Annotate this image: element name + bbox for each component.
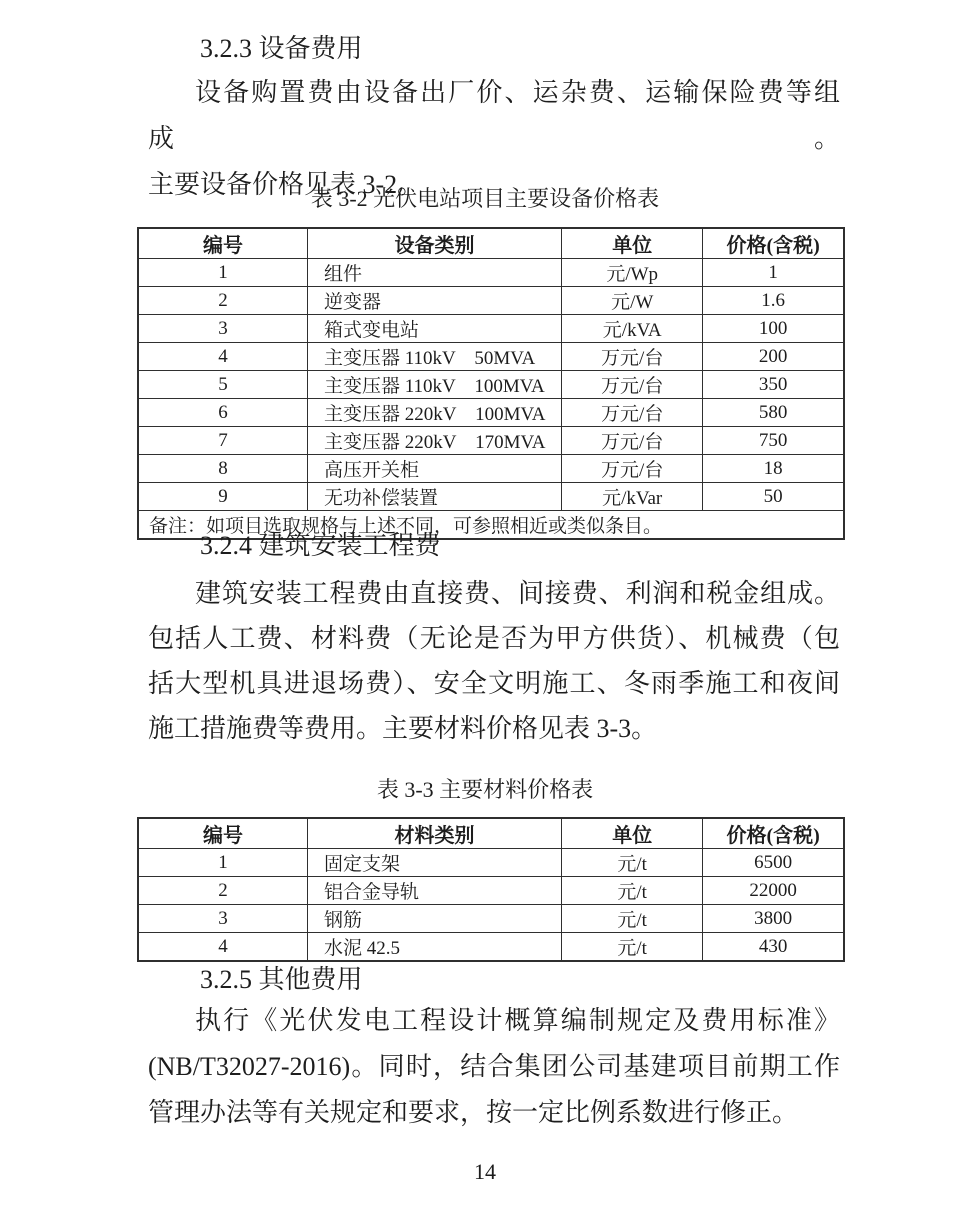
- table-cell: 高压开关柜: [307, 455, 561, 483]
- table-cell: 2: [138, 287, 307, 315]
- table-cell: 主变压器 220kV 170MVA: [307, 427, 561, 455]
- section-heading-3-2-4: 3.2.4 建筑安装工程费: [200, 531, 441, 560]
- paragraph-line: 包括人工费、材料费（无论是否为甲方供货）、机械费（包: [148, 624, 840, 653]
- column-header: 价格(含税): [703, 818, 844, 849]
- table-cell: 430: [703, 933, 844, 962]
- table-cell: 万元/台: [562, 399, 703, 427]
- table-cell: 万元/台: [562, 371, 703, 399]
- column-header: 编号: [138, 818, 307, 849]
- column-header: 单位: [562, 228, 703, 259]
- paragraph-3-2-4: [148, 571, 840, 751]
- paragraph-line: 执行《光伏发电工程设计概算编制规定及费用标准》: [195, 1006, 840, 1035]
- table-cell: 无功补偿装置: [307, 483, 561, 511]
- table-cell: 主变压器 110kV 50MVA: [307, 343, 561, 371]
- table-cell: 580: [703, 399, 844, 427]
- table-note: 备注：如项目选取规格与上述不同，可参照相近或类似条目。: [138, 511, 844, 540]
- table-row: [138, 315, 844, 343]
- table-cell: 元/t: [562, 905, 703, 933]
- table-cell: 750: [703, 427, 844, 455]
- table-row: [138, 933, 844, 962]
- table-row: [138, 399, 844, 427]
- table-cell: 钢筋: [307, 905, 561, 933]
- section-heading-3-2-5: 3.2.5 其他费用: [200, 965, 363, 994]
- table-row: [138, 287, 844, 315]
- table-cell: 元/t: [562, 933, 703, 962]
- table-3-2-caption: 表 3-2 光伏电站项目主要设备价格表: [310, 186, 660, 211]
- table-cell: 100: [703, 315, 844, 343]
- table-row: [138, 849, 844, 877]
- table-cell: 固定支架: [307, 849, 561, 877]
- table-cell: 350: [703, 371, 844, 399]
- table-cell: 18: [703, 455, 844, 483]
- column-header: 编号: [138, 228, 307, 259]
- table-cell: 主变压器 110kV 100MVA: [307, 371, 561, 399]
- table-cell: 铝合金导轨: [307, 877, 561, 905]
- table-cell: 万元/台: [562, 343, 703, 371]
- paragraph-line: 括大型机具进退场费）、安全文明施工、冬雨季施工和夜间: [148, 669, 840, 698]
- page-number: 14: [474, 1159, 496, 1184]
- table-cell: 7: [138, 427, 307, 455]
- column-header: 设备类别: [307, 228, 561, 259]
- table-cell: 50: [703, 483, 844, 511]
- table-cell: 5: [138, 371, 307, 399]
- paragraph-line: 主要设备价格见表 3-2。: [148, 170, 424, 199]
- table-cell: 元/t: [562, 849, 703, 877]
- column-header: 价格(含税): [703, 228, 844, 259]
- table-cell: 3: [138, 315, 307, 343]
- table-row: [138, 483, 844, 511]
- table-cell: 1: [703, 259, 844, 287]
- table-cell: 万元/台: [562, 455, 703, 483]
- table-row: [138, 905, 844, 933]
- table-3-3: [137, 817, 845, 962]
- section-heading-3-2-3: 3.2.3 设备费用: [200, 34, 363, 63]
- table-cell: 主变压器 220kV 100MVA: [307, 399, 561, 427]
- paragraph-line: 管理办法等有关规定和要求，按一定比例系数进行修正。: [148, 1098, 799, 1127]
- table-row: [138, 371, 844, 399]
- table-cell: 1: [138, 259, 307, 287]
- table-header-row: [138, 818, 844, 849]
- table-cell: 6: [138, 399, 307, 427]
- table-cell: 组件: [307, 259, 561, 287]
- paragraph-line: 建筑安装工程费由直接费、间接费、利润和税金组成。: [195, 579, 840, 608]
- table-cell: 箱式变电站: [307, 315, 561, 343]
- paragraph-line: 设备购置费由设备出厂价、运杂费、运输保险费等组成。: [148, 78, 840, 153]
- table-cell: 元/kVA: [562, 315, 703, 343]
- table-cell: 元/W: [562, 287, 703, 315]
- paragraph-3-2-5: [148, 998, 840, 1136]
- column-header: 材料类别: [307, 818, 561, 849]
- paragraph-line: 施工措施费等费用。主要材料价格见表 3-3。: [148, 714, 658, 743]
- table-cell: 逆变器: [307, 287, 561, 315]
- table-row: [138, 427, 844, 455]
- table-cell: 3800: [703, 905, 844, 933]
- table-3-3-caption: 表 3-3 主要材料价格表: [376, 777, 594, 802]
- table-row: [138, 455, 844, 483]
- table-cell: 8: [138, 455, 307, 483]
- table-3-2: [137, 227, 845, 540]
- paragraph-line: (NB/T32027-2016)。同时，结合集团公司基建项目前期工作: [148, 1052, 840, 1081]
- column-header: 单位: [562, 818, 703, 849]
- table-cell: 2: [138, 877, 307, 905]
- table-cell: 元/kVar: [562, 483, 703, 511]
- table-row: [138, 877, 844, 905]
- table-cell: 4: [138, 933, 307, 962]
- table-cell: 200: [703, 343, 844, 371]
- table-header-row: [138, 228, 844, 259]
- table-cell: 1.6: [703, 287, 844, 315]
- table-cell: 1: [138, 849, 307, 877]
- table-row: [138, 259, 844, 287]
- table-cell: 9: [138, 483, 307, 511]
- table-cell: 22000: [703, 877, 844, 905]
- table-row: [138, 343, 844, 371]
- table-cell: 元/Wp: [562, 259, 703, 287]
- table-cell: 3: [138, 905, 307, 933]
- table-cell: 4: [138, 343, 307, 371]
- table-cell: 水泥 42.5: [307, 933, 561, 962]
- table-cell: 万元/台: [562, 427, 703, 455]
- table-cell: 元/t: [562, 877, 703, 905]
- table-cell: 6500: [703, 849, 844, 877]
